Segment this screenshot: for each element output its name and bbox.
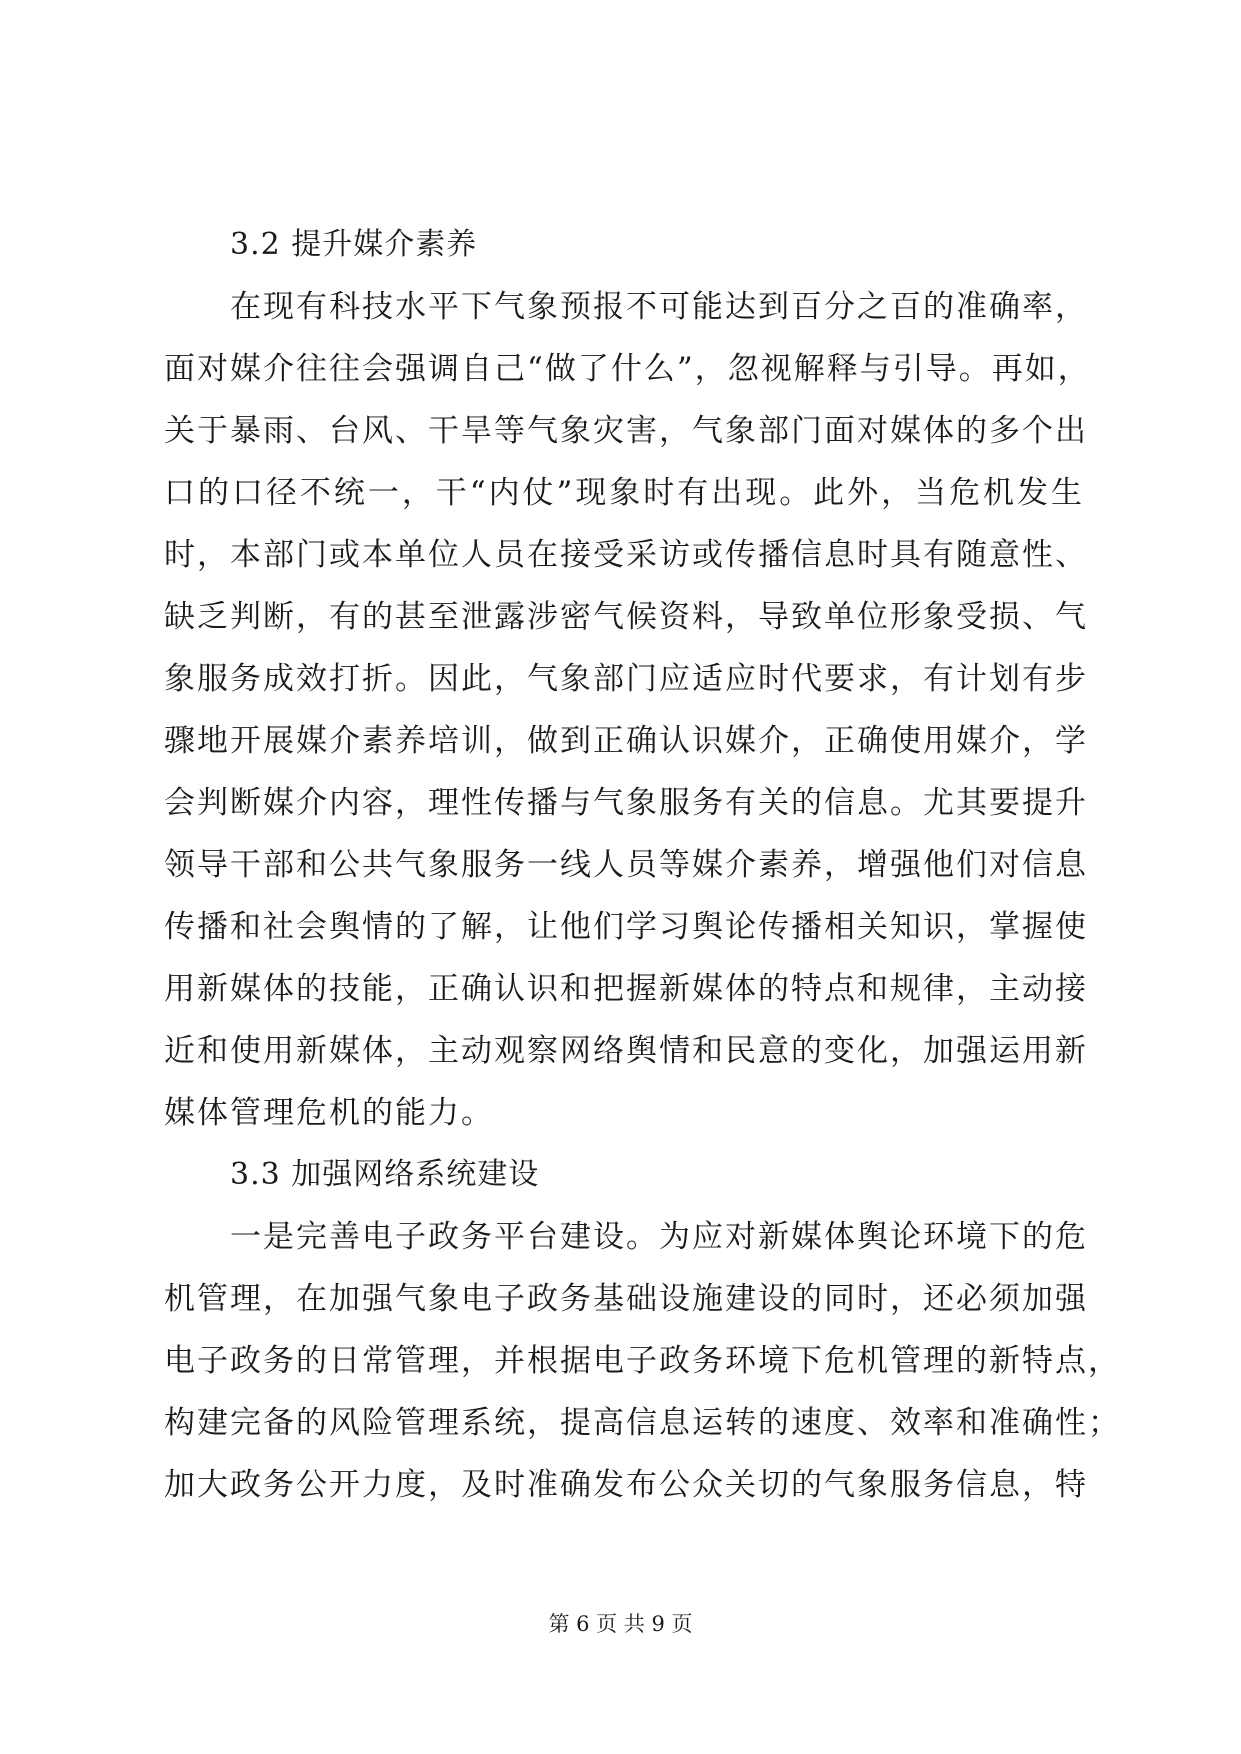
text-line: 领导干部和公共气象服务一线人员等媒介素养，增强他们对信息 <box>164 847 1088 883</box>
text-line: 口的口径不统一，干“内仗”现象时有出现。此外，当危机发生 <box>164 475 1084 511</box>
text-line: 时，本部门或本单位人员在接受采访或传播信息时具有随意性、 <box>164 537 1088 573</box>
document-body <box>164 225 1121 1527</box>
paragraph-media-literacy <box>164 287 1091 1133</box>
text-line: 缺乏判断，有的甚至泄露涉密气候资料，导致单位形象受损、气 <box>164 599 1088 635</box>
text-line: 媒体管理危机的能力。 <box>164 1095 494 1131</box>
text-line: 一是完善电子政务平台建设。为应对新媒体舆论环境下的危 <box>230 1219 1088 1255</box>
text-line: 用新媒体的技能，正确认识和把握新媒体的特点和规律，主动接 <box>164 971 1088 1007</box>
text-line: 构建完备的风险管理系统，提高信息运转的速度、效率和准确性； <box>164 1405 1121 1441</box>
paragraph-network-system <box>164 1217 1121 1505</box>
text-line: 关于暴雨、台风、干旱等气象灾害，气象部门面对媒体的多个出 <box>164 413 1088 449</box>
section-heading-3-2: 3.2 提升媒介素养 <box>230 227 478 262</box>
text-line: 会判断媒介内容，理性传播与气象服务有关的信息。尤其要提升 <box>164 785 1088 821</box>
text-line: 电子政务的日常管理，并根据电子政务环境下危机管理的新特点， <box>164 1343 1121 1379</box>
text-line: 机管理，在加强气象电子政务基础设施建设的同时，还必须加强 <box>164 1281 1088 1317</box>
page-footer: 第 6 页 共 9 页 <box>548 1612 693 1636</box>
text-line: 面对媒介往往会强调自己“做了什么”，忽视解释与引导。再如， <box>164 351 1091 387</box>
text-line: 骤地开展媒介素养培训，做到正确认识媒介，正确使用媒介，学 <box>164 723 1088 759</box>
text-line: 近和使用新媒体，主动观察网络舆情和民意的变化，加强运用新 <box>164 1033 1088 1069</box>
text-line: 传播和社会舆情的了解，让他们学习舆论传播相关知识，掌握使 <box>164 909 1088 945</box>
text-line: 象服务成效打折。因此，气象部门应适应时代要求，有计划有步 <box>164 661 1088 697</box>
section-heading-3-3: 3.3 加强网络系统建设 <box>230 1157 540 1192</box>
text-line: 加大政务公开力度，及时准确发布公众关切的气象服务信息，特 <box>164 1467 1088 1503</box>
text-line: 在现有科技水平下气象预报不可能达到百分之百的准确率， <box>230 289 1088 325</box>
